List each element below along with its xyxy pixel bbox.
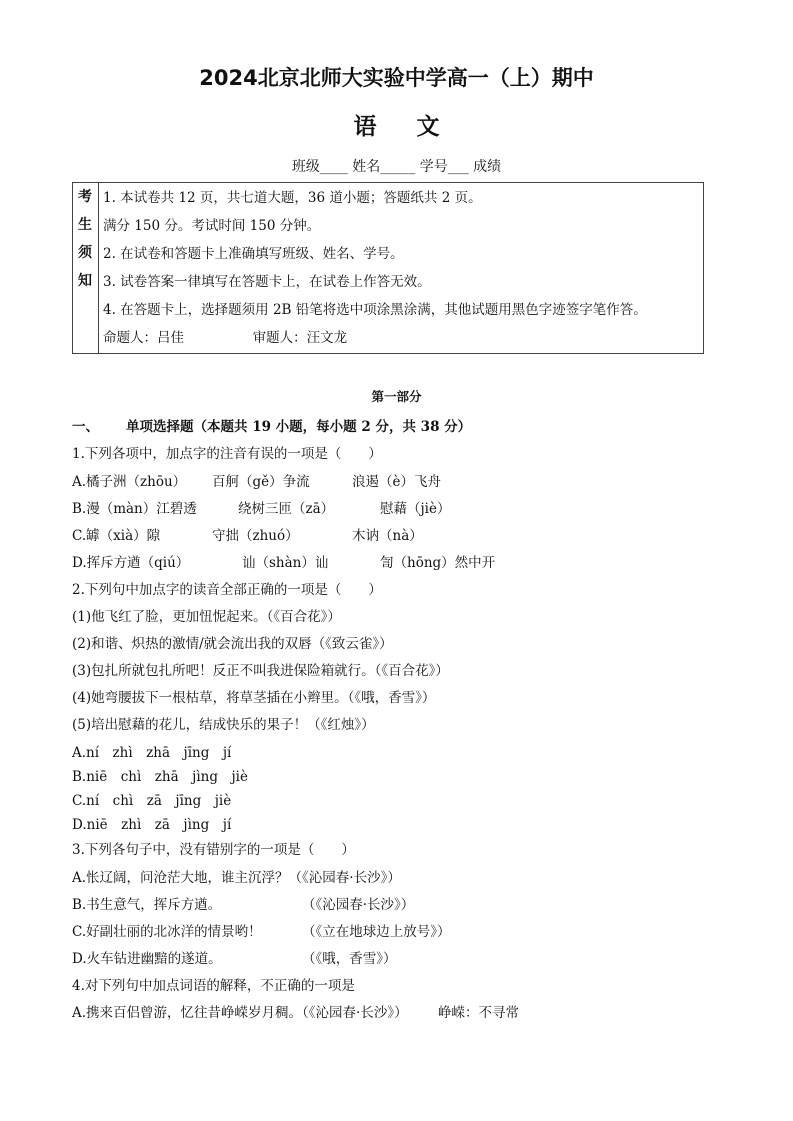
section-number: 一、 [72, 419, 99, 435]
option-a-part: A.橘子洲（zhōu） [72, 474, 187, 490]
option-c-part: 守拙（zhuó） [212, 528, 299, 544]
notice-line: 满分 150 分。考试时间 150 分钟。 [103, 218, 321, 234]
notice-side-char: 须 [78, 245, 92, 261]
question-stem: 1.下列各项中，加点字的注音有误的一项是（ ） [72, 446, 382, 462]
question-stem: 2.下列句中加点字的读音全部正确的一项是（ ） [72, 582, 382, 598]
option-c-source: （《立在地球边上放号》） [302, 924, 451, 940]
option-c-part: 木讷（nà） [352, 528, 423, 544]
subject-title: 语文 [353, 114, 480, 140]
answer-option: A.ní zhì zhā jīng jí [72, 745, 232, 761]
option-a: A.携来百侣曾游，忆往昔峥嵘岁月稠。（《沁园春·长沙》） [72, 1005, 408, 1021]
option-d-part: 訇（hōng）然中开 [380, 555, 496, 571]
option-d-part: D.挥斥方遒（qiú） [72, 555, 190, 571]
option-b-part: 绕树三匝（zā） [238, 501, 335, 517]
option-a-part: 浪遏（è）飞舟 [352, 474, 441, 490]
question-stem: 3.下列各句子中，没有错别字的一项是（ ） [72, 842, 355, 858]
answer-option: B.niē chì zhā jìng jiè [72, 769, 248, 785]
option-b: B.书生意气，挥斥方遒。 [72, 897, 222, 913]
question-item: (5)培出慰藉的花儿，结成快乐的果子！（《红烛》） [72, 717, 375, 733]
question-item: (3)包扎所就包扎所吧！反正不叫我进保险箱就行。（《百合花》） [72, 663, 449, 679]
notice-line: 1. 本试卷共 12 页，共七道大题，36 道小题；答题纸共 2 页。 [103, 190, 482, 206]
option-b-source: （《沁园春·长沙》） [302, 897, 415, 913]
option-b-part: 慰藉（jiè） [380, 501, 451, 517]
section-title: 单项选择题（本题共 19 小题，每小题 2 分，共 38 分） [126, 419, 472, 435]
notice-line: 3. 试卷答案一律填写在答题卡上，在试卷上作答无效。 [103, 274, 431, 290]
option-a-part: 百舸（gě）争流 [212, 474, 310, 490]
page-title: 2024北京北师大实验中学高一（上）期中 [199, 66, 594, 90]
option-c-part: C.罅（xià）隙 [72, 528, 161, 544]
option-b-part: B.漫（màn）江碧透 [72, 501, 197, 517]
question-item: (4)她弯腰拔下一根枯草，将草茎插在小辫里。（《哦，香雪》） [72, 690, 436, 706]
notice-line: 2. 在试卷和答题卡上准确填写班级、姓名、学号。 [103, 246, 404, 262]
notice-side-char: 生 [78, 217, 92, 233]
question-stem: 4.对下列句中加点词语的解释，不正确的一项是 [72, 978, 355, 994]
notice-side-char: 考 [78, 189, 92, 205]
notice-line: 命题人：吕佳 审题人：汪文龙 [103, 330, 348, 346]
exam-notice-box [72, 182, 704, 354]
option-a-explanation: 峥嵘：不寻常 [438, 1005, 519, 1021]
option-d-part: 讪（shàn）讪 [242, 555, 329, 571]
part-heading: 第一部分 [371, 389, 422, 404]
answer-option: D.niē zhì zā jìng jí [72, 817, 232, 833]
option-a: A.怅辽阔，问沧茫大地，谁主沉浮？（《沁园春·长沙》） [72, 870, 401, 886]
notice-side-char: 知 [78, 273, 92, 289]
question-item: (2)和谐、炽热的激情/就会流出我的双唇（《致云雀》） [72, 636, 393, 652]
option-d: D.火车钻进幽黯的遂道。 [72, 951, 222, 967]
student-info-line: 班级____ 姓名_____ 学号___ 成绩 [291, 159, 502, 175]
answer-option: C.ní chì zā jīng jiè [72, 793, 232, 809]
question-item: (1)他飞红了脸，更加忸怩起来。（《百合花》） [72, 609, 341, 625]
option-d-source: （《哦，香雪》） [302, 951, 397, 967]
notice-sidebar [73, 183, 99, 353]
notice-line: 4. 在答题卡上，选择题须用 2B 铅笔将选中项涂黑涂满，其他试题用黑色字迹签字笔作答。 [103, 302, 647, 318]
option-c: C.好副壮丽的北冰洋的情景哟！ [72, 924, 262, 940]
